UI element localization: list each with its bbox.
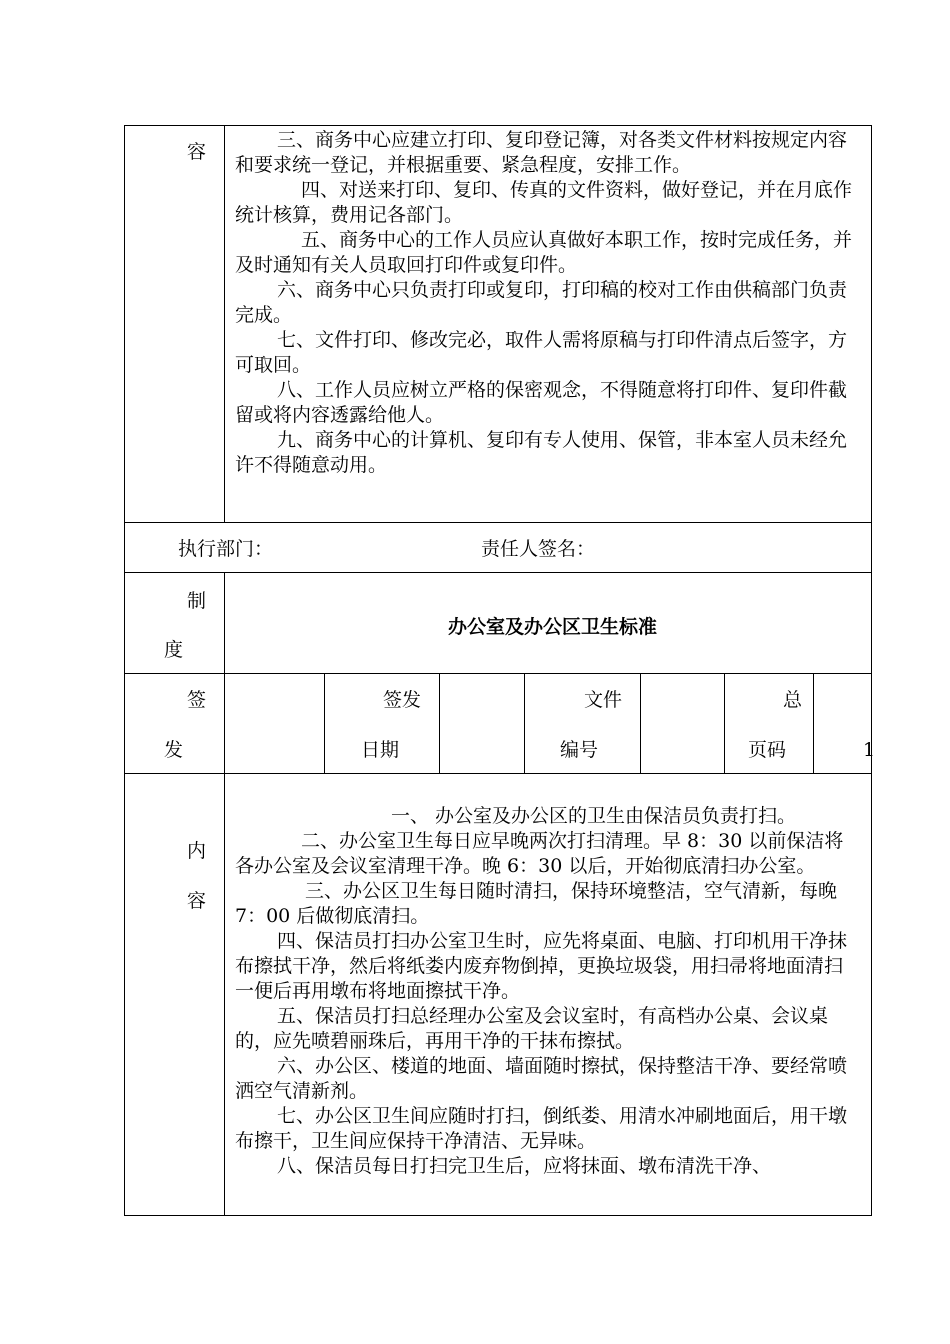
section1-paragraph: 九、商务中心的计算机、复印有专人使用、保管，非本室人员未经允许不得随意动用。	[235, 429, 848, 476]
section2-paragraph: 八、保洁员每日打扫完卫生后，应将抹面、墩布清洗干净、	[277, 1155, 772, 1177]
section2-paragraph: 三、办公区卫生每日随时清扫，保持环境整洁，空气清新，每晚 7：00 后做彻底清扫。	[235, 880, 838, 927]
issue-label-1: 签	[187, 689, 207, 711]
section1-paragraph: 四、对送来打印、复印、传真的文件资料，做好登记，并在月底作统计核算，费用记各部门。	[235, 179, 853, 226]
row-divider-2	[124, 572, 872, 573]
section2-content	[235, 804, 861, 1179]
system-label-1: 制	[187, 590, 207, 612]
section2-paragraph: 一、 办公室及办公区的卫生由保洁员负责打扫。	[391, 805, 797, 827]
issue-col-divider-2	[439, 673, 440, 773]
table-border-right	[871, 125, 872, 1216]
table-border-left	[124, 125, 125, 1216]
section1-label: 容	[187, 141, 207, 163]
issue-col-divider-1	[324, 673, 325, 773]
section1-paragraph: 六、商务中心只负责打印或复印，打印稿的校对工作由供稿部门负责完成。	[235, 279, 848, 326]
system-title: 办公室及办公区卫生标准	[448, 616, 658, 638]
section2-paragraph: 五、保洁员打扫总经理办公室及会议室时，有高档办公桌、会议桌的，应先喷碧丽珠后，再用干净的干抹布擦拭。	[235, 1005, 829, 1052]
page-count-value: 1	[863, 739, 876, 761]
section2-paragraph: 七、办公区卫生间应随时打扫，倒纸娄、用清水冲刷地面后，用干墩布擦干，卫生间应保持干净清洁、无异味。	[235, 1105, 848, 1152]
issue-label-2: 发	[164, 739, 184, 761]
issue-col-divider-4	[640, 673, 641, 773]
doc-number-label-1: 文件	[584, 689, 623, 711]
section2-paragraph: 六、办公区、楼道的地面、墙面随时擦拭，保持整洁干净、要经常喷洒空气清新剂。	[235, 1055, 848, 1102]
label-column-divider-top	[224, 125, 225, 522]
table-border-top	[124, 125, 872, 126]
responsible-sign-label: 责任人签名：	[481, 538, 596, 560]
row-divider-1	[124, 522, 872, 523]
issue-col-divider-5	[724, 673, 725, 773]
section1-paragraph: 五、商务中心的工作人员应认真做好本职工作，按时完成任务，并及时通知有关人员取回打印件或复印件。	[235, 229, 853, 276]
issue-date-label-2: 日期	[361, 739, 400, 761]
system-label-2: 度	[164, 639, 184, 661]
section2-paragraph: 二、办公室卫生每日应早晚两次打扫清理。早 8：30 以前保洁将各办公室及会议室清理干净。晚 6：30 以后，开始彻底清扫办公室。	[235, 830, 844, 877]
total-pages-label-2: 页码	[748, 739, 787, 761]
issue-date-label-1: 签发	[383, 689, 422, 711]
section1-paragraph: 八、工作人员应树立严格的保密观念，不得随意将打印件、复印件截留或将内容透露给他人。	[235, 379, 848, 426]
section1-paragraph: 七、文件打印、修改完必，取件人需将原稿与打印件清点后签字，方可取回。	[235, 329, 848, 376]
page-count-cell	[814, 730, 876, 766]
section2-label-2: 容	[187, 890, 207, 912]
section2-label-1: 内	[187, 840, 207, 862]
exec-dept-label: 执行部门：	[178, 538, 274, 560]
table-border-bottom	[124, 1215, 872, 1216]
row-divider-3	[124, 673, 872, 674]
section2-paragraph: 四、保洁员打扫办公室卫生时，应先将桌面、电脑、打印机用干净抹布擦拭干净，然后将纸娄内废弃物倒掉，更换垃圾袋，用扫帚将地面清扫一便后再用墩布将地面擦拭干净。	[235, 930, 848, 1002]
section1-content	[235, 128, 861, 478]
doc-number-label-2: 编号	[560, 739, 599, 761]
section1-paragraph: 三、商务中心应建立打印、复印登记簿，对各类文件材料按规定内容和要求统一登记，并根据重要、紧急程度，安排工作。	[235, 129, 848, 176]
issue-col-divider-3	[524, 673, 525, 773]
total-pages-label-1: 总	[783, 689, 803, 711]
section2-content-clip	[225, 774, 871, 1215]
